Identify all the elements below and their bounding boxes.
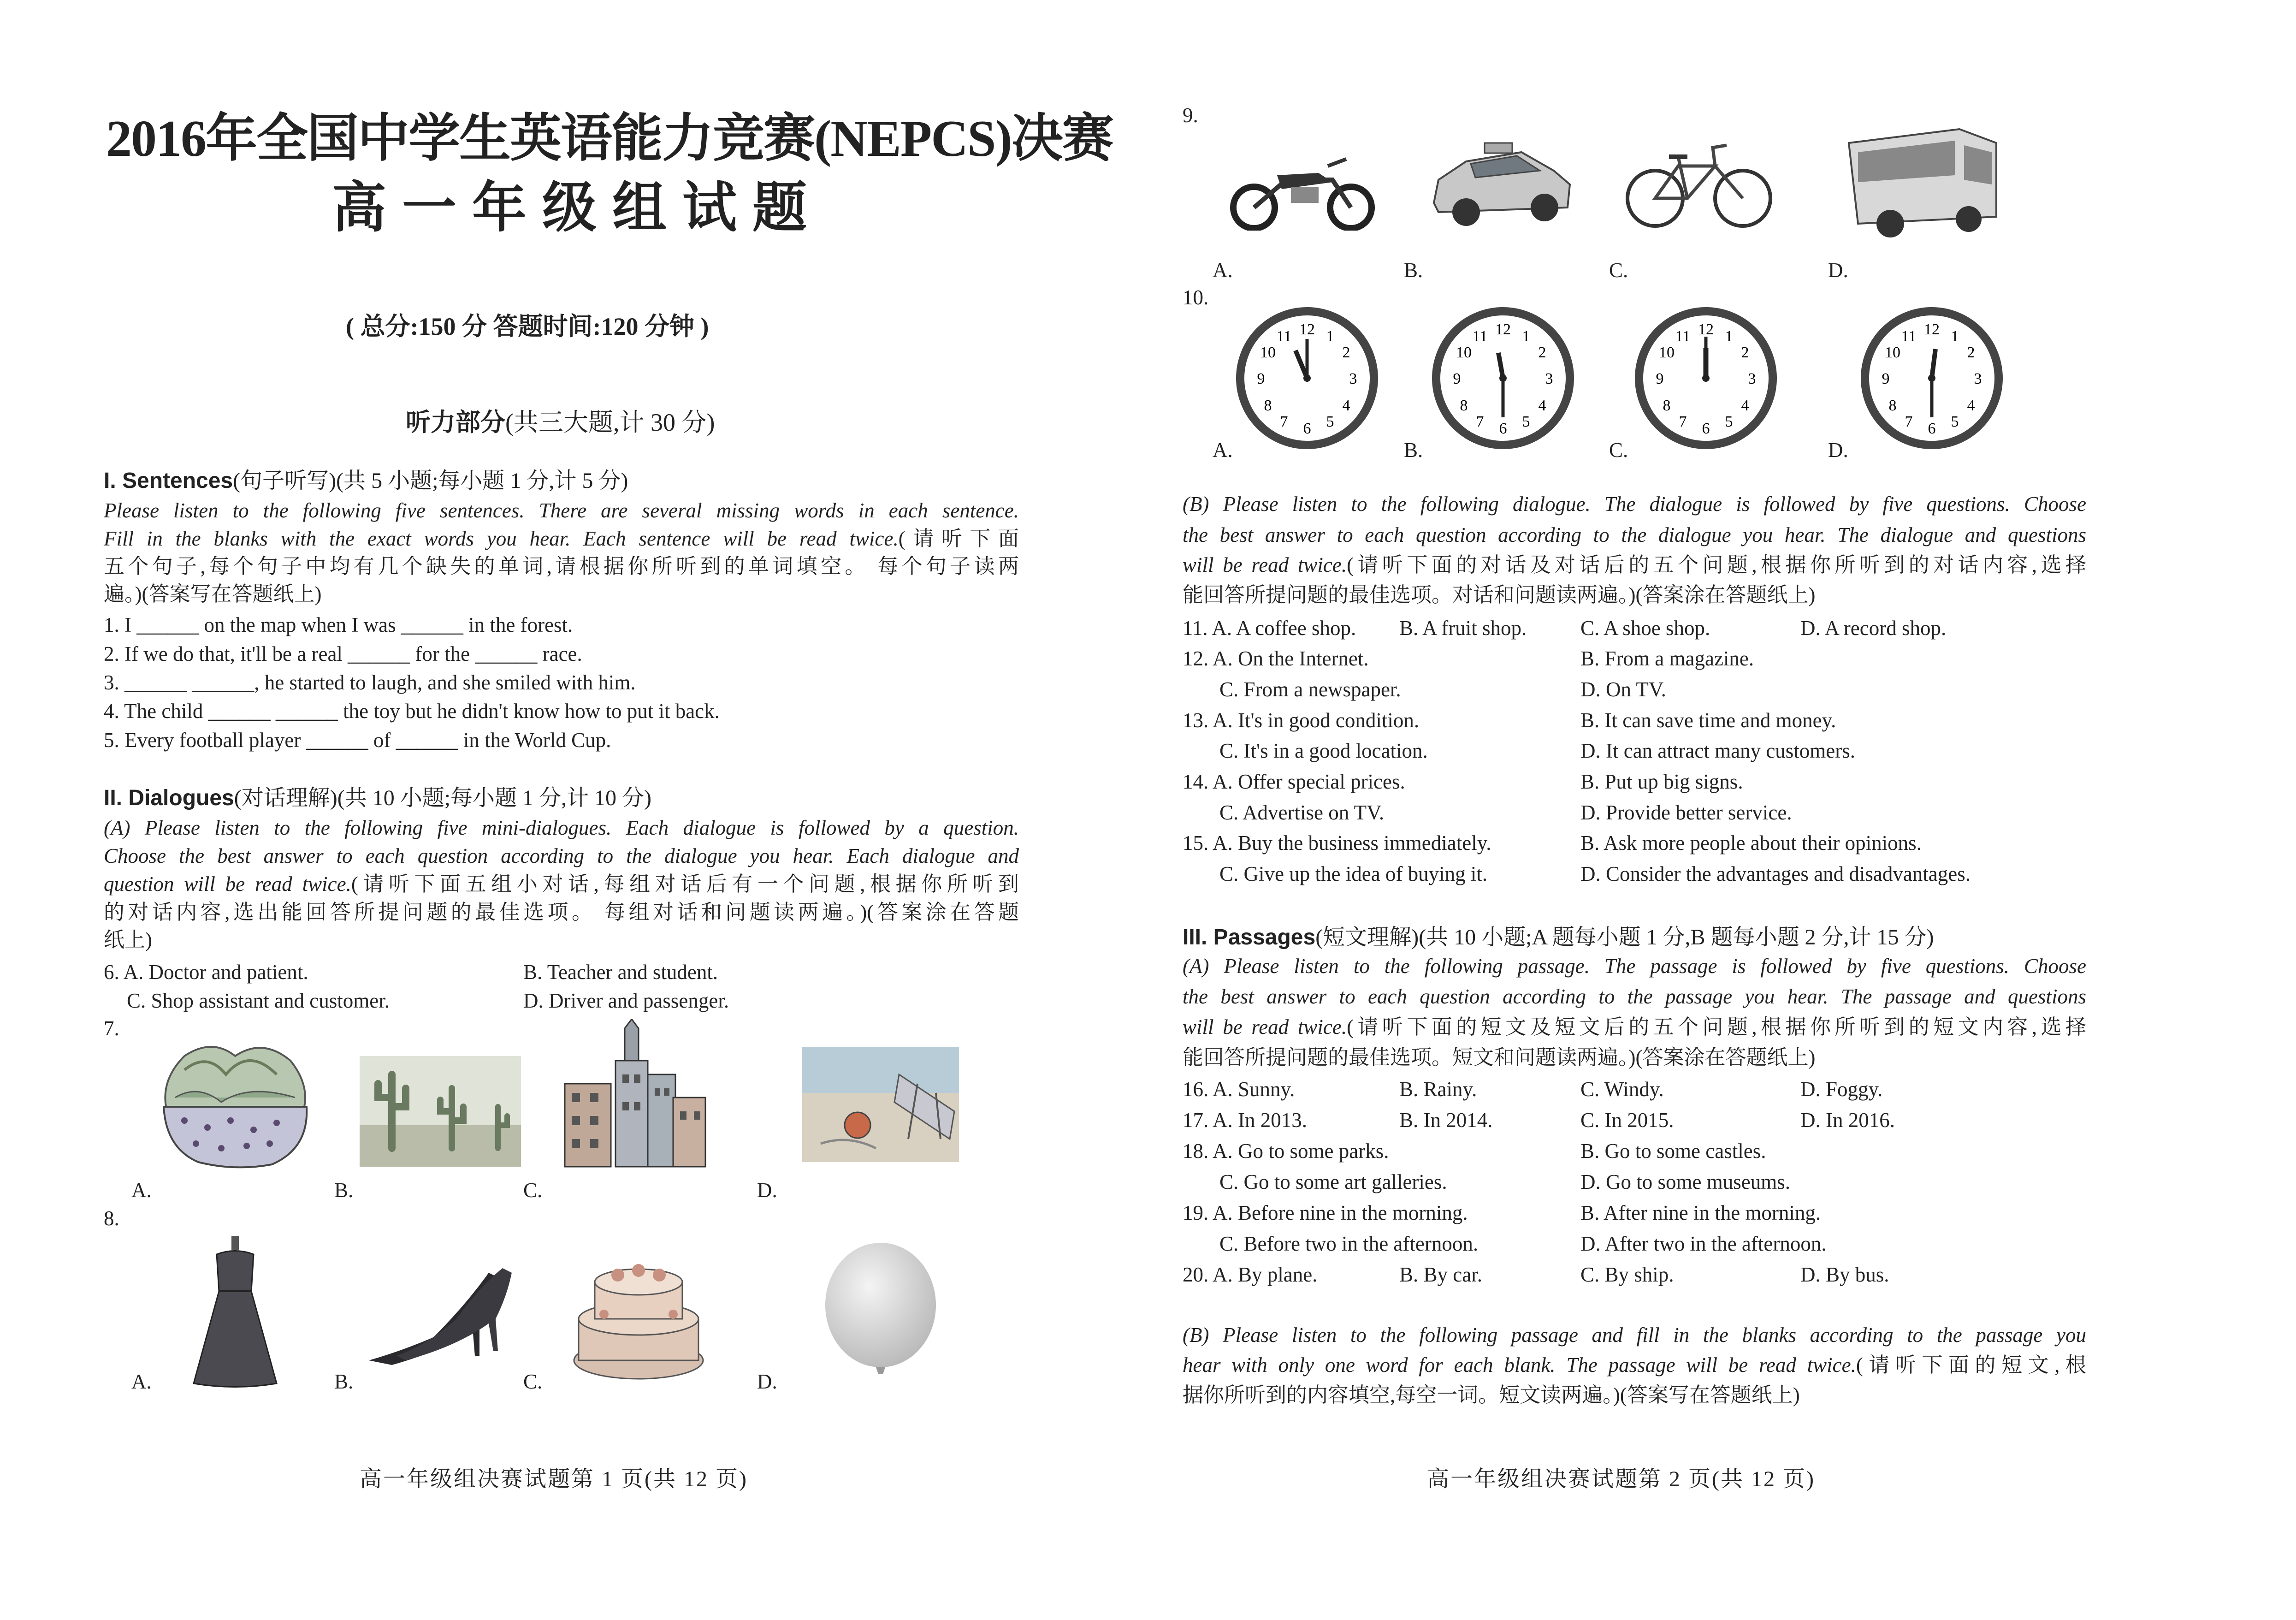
q16-d: D. Foggy. bbox=[1800, 1078, 1883, 1101]
q16-b: B. Rainy. bbox=[1399, 1078, 1477, 1101]
q7-label-a: A. bbox=[131, 1179, 152, 1202]
sentence-2: 2. If we do that, it'll be a real ______ for the ______ race. bbox=[104, 642, 582, 665]
clock-10c bbox=[1634, 307, 1777, 450]
clock-10d-number-9: 9 bbox=[1882, 370, 1890, 387]
q9-label-b: B. bbox=[1404, 259, 1423, 282]
picture-7b-desert-cactus bbox=[360, 1056, 521, 1167]
picture-9a-motorcycle bbox=[1226, 148, 1379, 231]
clock-10b-number-3: 3 bbox=[1545, 370, 1553, 387]
q12-d: D. On TV. bbox=[1580, 678, 1666, 701]
q20-d: D. By bus. bbox=[1800, 1263, 1889, 1286]
q8-label-c: C. bbox=[523, 1370, 543, 1393]
clock-10b-number-5: 5 bbox=[1522, 413, 1530, 430]
section-3b-instruction-2 bbox=[1183, 1353, 2086, 1377]
clock-10a-number-7: 7 bbox=[1280, 413, 1288, 430]
q19-d: D. After two in the afternoon. bbox=[1580, 1232, 1827, 1255]
clock-10d-number-11: 11 bbox=[1901, 328, 1917, 345]
clock-10a-number-1: 1 bbox=[1326, 328, 1334, 345]
picture-9c-bicycle bbox=[1623, 129, 1775, 235]
section-3b-instruction-2a: hear with only one word for each blank. The passage will be read twice. bbox=[1183, 1353, 1856, 1377]
q17-a: 17. A. In 2013. bbox=[1183, 1109, 1307, 1132]
clock-10b-number-4: 4 bbox=[1538, 397, 1546, 414]
page-1 bbox=[0, 0, 1143, 1620]
section-2-title-cn: (对话理解) bbox=[234, 786, 337, 810]
clock-10c-number-8: 8 bbox=[1663, 397, 1671, 414]
question-10-number: 10. bbox=[1183, 286, 1209, 309]
section-1-instruction-2 bbox=[104, 527, 1019, 551]
clock-10a-number-11: 11 bbox=[1276, 328, 1292, 345]
section-1-instruction-1: Please listen to the following five sentences. There are several missing words in each sentence. bbox=[104, 499, 1019, 522]
section-3a-instruction-2: the best answer to each question according to the passage you hear. The passage and questions bbox=[1183, 985, 2086, 1008]
section-1-note: (共 5 小题;每小题 1 分,计 5 分) bbox=[336, 469, 628, 493]
section-2-heading bbox=[104, 785, 651, 811]
clock-10c-number-1: 1 bbox=[1725, 328, 1733, 345]
section-2-instruction-3 bbox=[104, 872, 1019, 896]
clock-10b-number-2: 2 bbox=[1538, 344, 1546, 361]
page-2-footer: 高一年级组决赛试题第 2 页(共 12 页) bbox=[1427, 1467, 1815, 1491]
picture-8b-high-heels bbox=[364, 1259, 521, 1370]
q14-c: C. Advertise on TV. bbox=[1219, 801, 1385, 824]
section-3a-instruction-3a: will be read twice. bbox=[1183, 1015, 1347, 1038]
picture-7c-city-buildings bbox=[556, 1019, 708, 1171]
section-3-heading bbox=[1183, 925, 1934, 950]
q18-b: B. Go to some castles. bbox=[1580, 1139, 1766, 1163]
q12-c: C. From a newspaper. bbox=[1219, 678, 1401, 701]
q11-d: D. A record shop. bbox=[1800, 617, 1947, 640]
picture-8c-cake bbox=[567, 1240, 710, 1383]
q19-a: 19. A. Before nine in the morning. bbox=[1183, 1201, 1468, 1224]
q14-b: B. Put up big signs. bbox=[1580, 770, 1743, 793]
clock-10a-number-3: 3 bbox=[1349, 370, 1357, 387]
section-3-note: (共 10 小题;A 题每小题 1 分,B 题每小题 2 分,计 15 分) bbox=[1419, 925, 1934, 949]
clock-10b-number-8: 8 bbox=[1460, 397, 1468, 414]
clock-10a-number-6: 6 bbox=[1303, 420, 1311, 437]
q20-b: B. By car. bbox=[1399, 1263, 1482, 1286]
q15-a: 15. A. Buy the business immediately. bbox=[1183, 831, 1491, 855]
q16-c: C. Windy. bbox=[1580, 1078, 1664, 1101]
score-time-line: ( 总分:150 分 答题时间:120 分钟 ) bbox=[346, 313, 709, 340]
q6-option-d: D. Driver and passenger. bbox=[523, 989, 729, 1012]
clock-10b-number-6: 6 bbox=[1499, 420, 1507, 437]
section-1-title: I. Sentences bbox=[104, 469, 233, 493]
clock-10d-number-2: 2 bbox=[1967, 344, 1975, 361]
clock-10d bbox=[1860, 307, 2003, 450]
clock-10d-number-12: 12 bbox=[1924, 321, 1940, 338]
q10-label-d: D. bbox=[1828, 439, 1848, 462]
q9-label-a: A. bbox=[1213, 259, 1233, 282]
picture-7a-garden-scene bbox=[157, 1028, 314, 1171]
q8-label-b: B. bbox=[334, 1370, 354, 1393]
q13-d: D. It can attract many customers. bbox=[1580, 739, 1856, 762]
section-3a-instruction-3b: (请听下面的短文及短文后的五个问题,根据你所听到的短文内容,选择 bbox=[1347, 1015, 2086, 1038]
section-2-instruction-3b: (请听下面五组小对话,每组对话后有一个问题,根据你所听到 bbox=[351, 872, 1019, 896]
sentence-5: 5. Every football player ______ of ______ in the World Cup. bbox=[104, 729, 611, 752]
q17-c: C. In 2015. bbox=[1580, 1109, 1674, 1132]
clock-10a-number-4: 4 bbox=[1342, 397, 1350, 414]
q7-label-c: C. bbox=[523, 1179, 543, 1202]
clock-10d-number-7: 7 bbox=[1905, 413, 1913, 430]
q9-label-c: C. bbox=[1609, 259, 1628, 282]
clock-10a-number-5: 5 bbox=[1326, 413, 1334, 430]
q13-a: 13. A. It's in good condition. bbox=[1183, 709, 1420, 732]
clock-10a-number-2: 2 bbox=[1342, 344, 1350, 361]
q16-a: 16. A. Sunny. bbox=[1183, 1078, 1295, 1101]
q8-label-a: A. bbox=[131, 1370, 152, 1393]
section-1-instruction-4: 遍。)(答案写在答题纸上) bbox=[104, 582, 322, 605]
q17-b: B. In 2014. bbox=[1399, 1109, 1493, 1132]
q11-a: 11. A. A coffee shop. bbox=[1183, 617, 1356, 640]
q20-a: 20. A. By plane. bbox=[1183, 1263, 1318, 1286]
q11-b: B. A fruit shop. bbox=[1399, 617, 1527, 640]
clock-10c-number-7: 7 bbox=[1679, 413, 1687, 430]
question-9-number: 9. bbox=[1183, 104, 1198, 127]
clock-10b-number-9: 9 bbox=[1453, 370, 1461, 387]
picture-9b-taxi bbox=[1425, 125, 1577, 235]
clock-10d-number-3: 3 bbox=[1974, 370, 1982, 387]
clock-10c-number-10: 10 bbox=[1659, 344, 1675, 361]
q18-d: D. Go to some museums. bbox=[1580, 1170, 1790, 1193]
clock-10d-number-4: 4 bbox=[1967, 397, 1975, 414]
q10-label-a: A. bbox=[1213, 439, 1233, 462]
section-3b-instruction-1: (B) Please listen to the following passage and fill in the blanks according to the passage you bbox=[1183, 1323, 2086, 1347]
page-1-footer: 高一年级组决赛试题第 1 页(共 12 页) bbox=[360, 1467, 748, 1491]
q9-label-d: D. bbox=[1828, 259, 1848, 282]
q14-a: 14. A. Offer special prices. bbox=[1183, 770, 1405, 793]
sentence-3: 3. ______ ______, he started to laugh, and she smiled with him. bbox=[104, 671, 636, 694]
q17-d: D. In 2016. bbox=[1800, 1109, 1895, 1132]
clock-10d-number-5: 5 bbox=[1951, 413, 1959, 430]
q6-option-b: B. Teacher and student. bbox=[523, 961, 718, 984]
q15-d: D. Consider the advantages and disadvantages. bbox=[1580, 862, 1971, 885]
clock-10c-number-12: 12 bbox=[1698, 321, 1714, 338]
part-b-instruction-4: 能回答所提问题的最佳选项。对话和问题读两遍。)(答案涂在答题纸上) bbox=[1183, 583, 1816, 606]
clock-10d-number-10: 10 bbox=[1885, 344, 1900, 361]
q15-b: B. Ask more people about their opinions. bbox=[1580, 831, 1922, 855]
clock-10a-number-12: 12 bbox=[1299, 321, 1315, 338]
q12-a: 12. A. On the Internet. bbox=[1183, 647, 1369, 670]
q7-label-d: D. bbox=[757, 1179, 777, 1202]
q15-c: C. Give up the idea of buying it. bbox=[1219, 862, 1488, 885]
section-2-instruction-4: 的对话内容,选出能回答所提问题的最佳选项。 每组对话和问题读两遍。)(答案涂在答题 bbox=[104, 901, 1019, 924]
picture-8d-balloon bbox=[821, 1240, 941, 1397]
clock-10c-number-9: 9 bbox=[1656, 370, 1664, 387]
section-2-instruction-1: (A) Please listen to the following five mini-dialogues. Each dialogue is followed by a question. bbox=[104, 816, 1019, 839]
clock-10a-number-10: 10 bbox=[1260, 344, 1276, 361]
section-3-title-cn: (短文理解) bbox=[1315, 925, 1419, 949]
q13-c: C. It's in a good location. bbox=[1219, 739, 1428, 762]
q6-option-a: 6. A. Doctor and patient. bbox=[104, 961, 308, 984]
section-1-instruction-3: 五个句子,每个句子中均有几个缺失的单词,请根据你所听到的单词填空。 每个句子读两 bbox=[104, 555, 1019, 578]
part-b-instruction-3a: will be read twice. bbox=[1183, 553, 1347, 576]
sentence-1: 1. I ______ on the map when I was ______ in the forest. bbox=[104, 613, 573, 636]
part-b-instruction-2: the best answer to each question according to the dialogue you hear. The dialogue and questions bbox=[1183, 523, 2086, 546]
section-2-instruction-5: 纸上) bbox=[104, 928, 152, 951]
q18-a: 18. A. Go to some parks. bbox=[1183, 1139, 1389, 1163]
section-3a-instruction-3 bbox=[1183, 1015, 2086, 1039]
q18-c: C. Go to some art galleries. bbox=[1219, 1170, 1447, 1193]
clock-10c-number-5: 5 bbox=[1725, 413, 1733, 430]
clock-10b-number-7: 7 bbox=[1476, 413, 1484, 430]
picture-7d-beach-scene bbox=[802, 1047, 959, 1162]
section-3b-instruction-3: 据你所听到的内容填空,每空一词。短文读两遍。)(答案写在答题纸上) bbox=[1183, 1383, 1800, 1406]
section-1-heading bbox=[104, 468, 628, 493]
q13-b: B. It can save time and money. bbox=[1580, 709, 1836, 732]
picture-8a-dress bbox=[184, 1236, 286, 1393]
section-1-instruction-2a: Fill in the blanks with the exact words you hear. Each sentence will be read twice. bbox=[104, 527, 899, 550]
part-b-instruction-1: (B) Please listen to the following dialogue. The dialogue is followed by five questions. Choose bbox=[1183, 493, 2086, 516]
q8-label-d: D. bbox=[757, 1370, 777, 1393]
section-2-note: (共 10 小题;每小题 1 分,计 10 分) bbox=[337, 786, 652, 810]
clock-10c-number-6: 6 bbox=[1702, 420, 1710, 437]
section-1-title-cn: (句子听写) bbox=[233, 469, 337, 493]
exam-subtitle: 高一年级组试题 bbox=[332, 178, 823, 238]
listening-title: 听力部分 bbox=[406, 409, 505, 436]
clock-10a-number-8: 8 bbox=[1264, 397, 1272, 414]
section-1-instruction-2b: (请听下面 bbox=[898, 527, 1019, 550]
section-3a-instruction-1: (A) Please listen to the following passage. The passage is followed by five questions. Choose bbox=[1183, 955, 2086, 978]
q11-c: C. A shoe shop. bbox=[1580, 617, 1710, 640]
clock-10a bbox=[1236, 307, 1379, 450]
clock-10b-number-12: 12 bbox=[1495, 321, 1511, 338]
section-3b-instruction-2b: (请听下面的短文,根 bbox=[1856, 1353, 2086, 1377]
part-b-instruction-3 bbox=[1183, 553, 2086, 577]
section-2-title: II. Dialogues bbox=[104, 786, 234, 810]
clock-10d-number-1: 1 bbox=[1951, 328, 1959, 345]
section-2-instruction-2: Choose the best answer to each question according to the dialogue you hear. Each dialogue and bbox=[104, 844, 1019, 867]
clock-10c-number-3: 3 bbox=[1748, 370, 1756, 387]
section-3-title: III. Passages bbox=[1183, 925, 1316, 949]
picture-9d-bus bbox=[1840, 125, 2006, 240]
section-2-instruction-3a: question will be read twice. bbox=[104, 872, 351, 896]
clock-10d-number-6: 6 bbox=[1928, 420, 1936, 437]
sentence-4: 4. The child ______ ______ the toy but he didn't know how to put it back. bbox=[104, 700, 720, 723]
clock-10b bbox=[1432, 307, 1574, 450]
page-2 bbox=[1148, 0, 2296, 1620]
clock-10d-number-8: 8 bbox=[1888, 397, 1897, 414]
clock-10a-number-9: 9 bbox=[1257, 370, 1265, 387]
q7-label-b: B. bbox=[334, 1179, 354, 1202]
clock-10c-number-11: 11 bbox=[1675, 328, 1691, 345]
q10-label-b: B. bbox=[1404, 439, 1423, 462]
q6-option-c: C. Shop assistant and customer. bbox=[127, 989, 390, 1012]
q10-label-c: C. bbox=[1609, 439, 1628, 462]
question-7-number: 7. bbox=[104, 1017, 119, 1040]
clock-10b-number-1: 1 bbox=[1522, 328, 1530, 345]
q12-b: B. From a magazine. bbox=[1580, 647, 1754, 670]
part-b-instruction-3b: (请听下面的对话及对话后的五个问题,根据你所听到的对话内容,选择 bbox=[1347, 553, 2086, 576]
listening-heading bbox=[406, 403, 715, 438]
exam-title: 2016年全国中学生英语能力竞赛(NEPCS)决赛 bbox=[106, 110, 1113, 167]
clock-10c-number-2: 2 bbox=[1741, 344, 1749, 361]
listening-note: (共三大题,计 30 分) bbox=[505, 409, 715, 436]
q14-d: D. Provide better service. bbox=[1580, 801, 1792, 824]
q19-c: C. Before two in the afternoon. bbox=[1219, 1232, 1479, 1255]
q19-b: B. After nine in the morning. bbox=[1580, 1201, 1821, 1224]
clock-10b-number-11: 11 bbox=[1472, 328, 1488, 345]
question-8-number: 8. bbox=[104, 1207, 119, 1230]
section-3a-instruction-4: 能回答所提问题的最佳选项。短文和问题读两遍。)(答案涂在答题纸上) bbox=[1183, 1046, 1816, 1069]
q20-c: C. By ship. bbox=[1580, 1263, 1674, 1286]
clock-10c-number-4: 4 bbox=[1741, 397, 1749, 414]
clock-10b-number-10: 10 bbox=[1456, 344, 1472, 361]
